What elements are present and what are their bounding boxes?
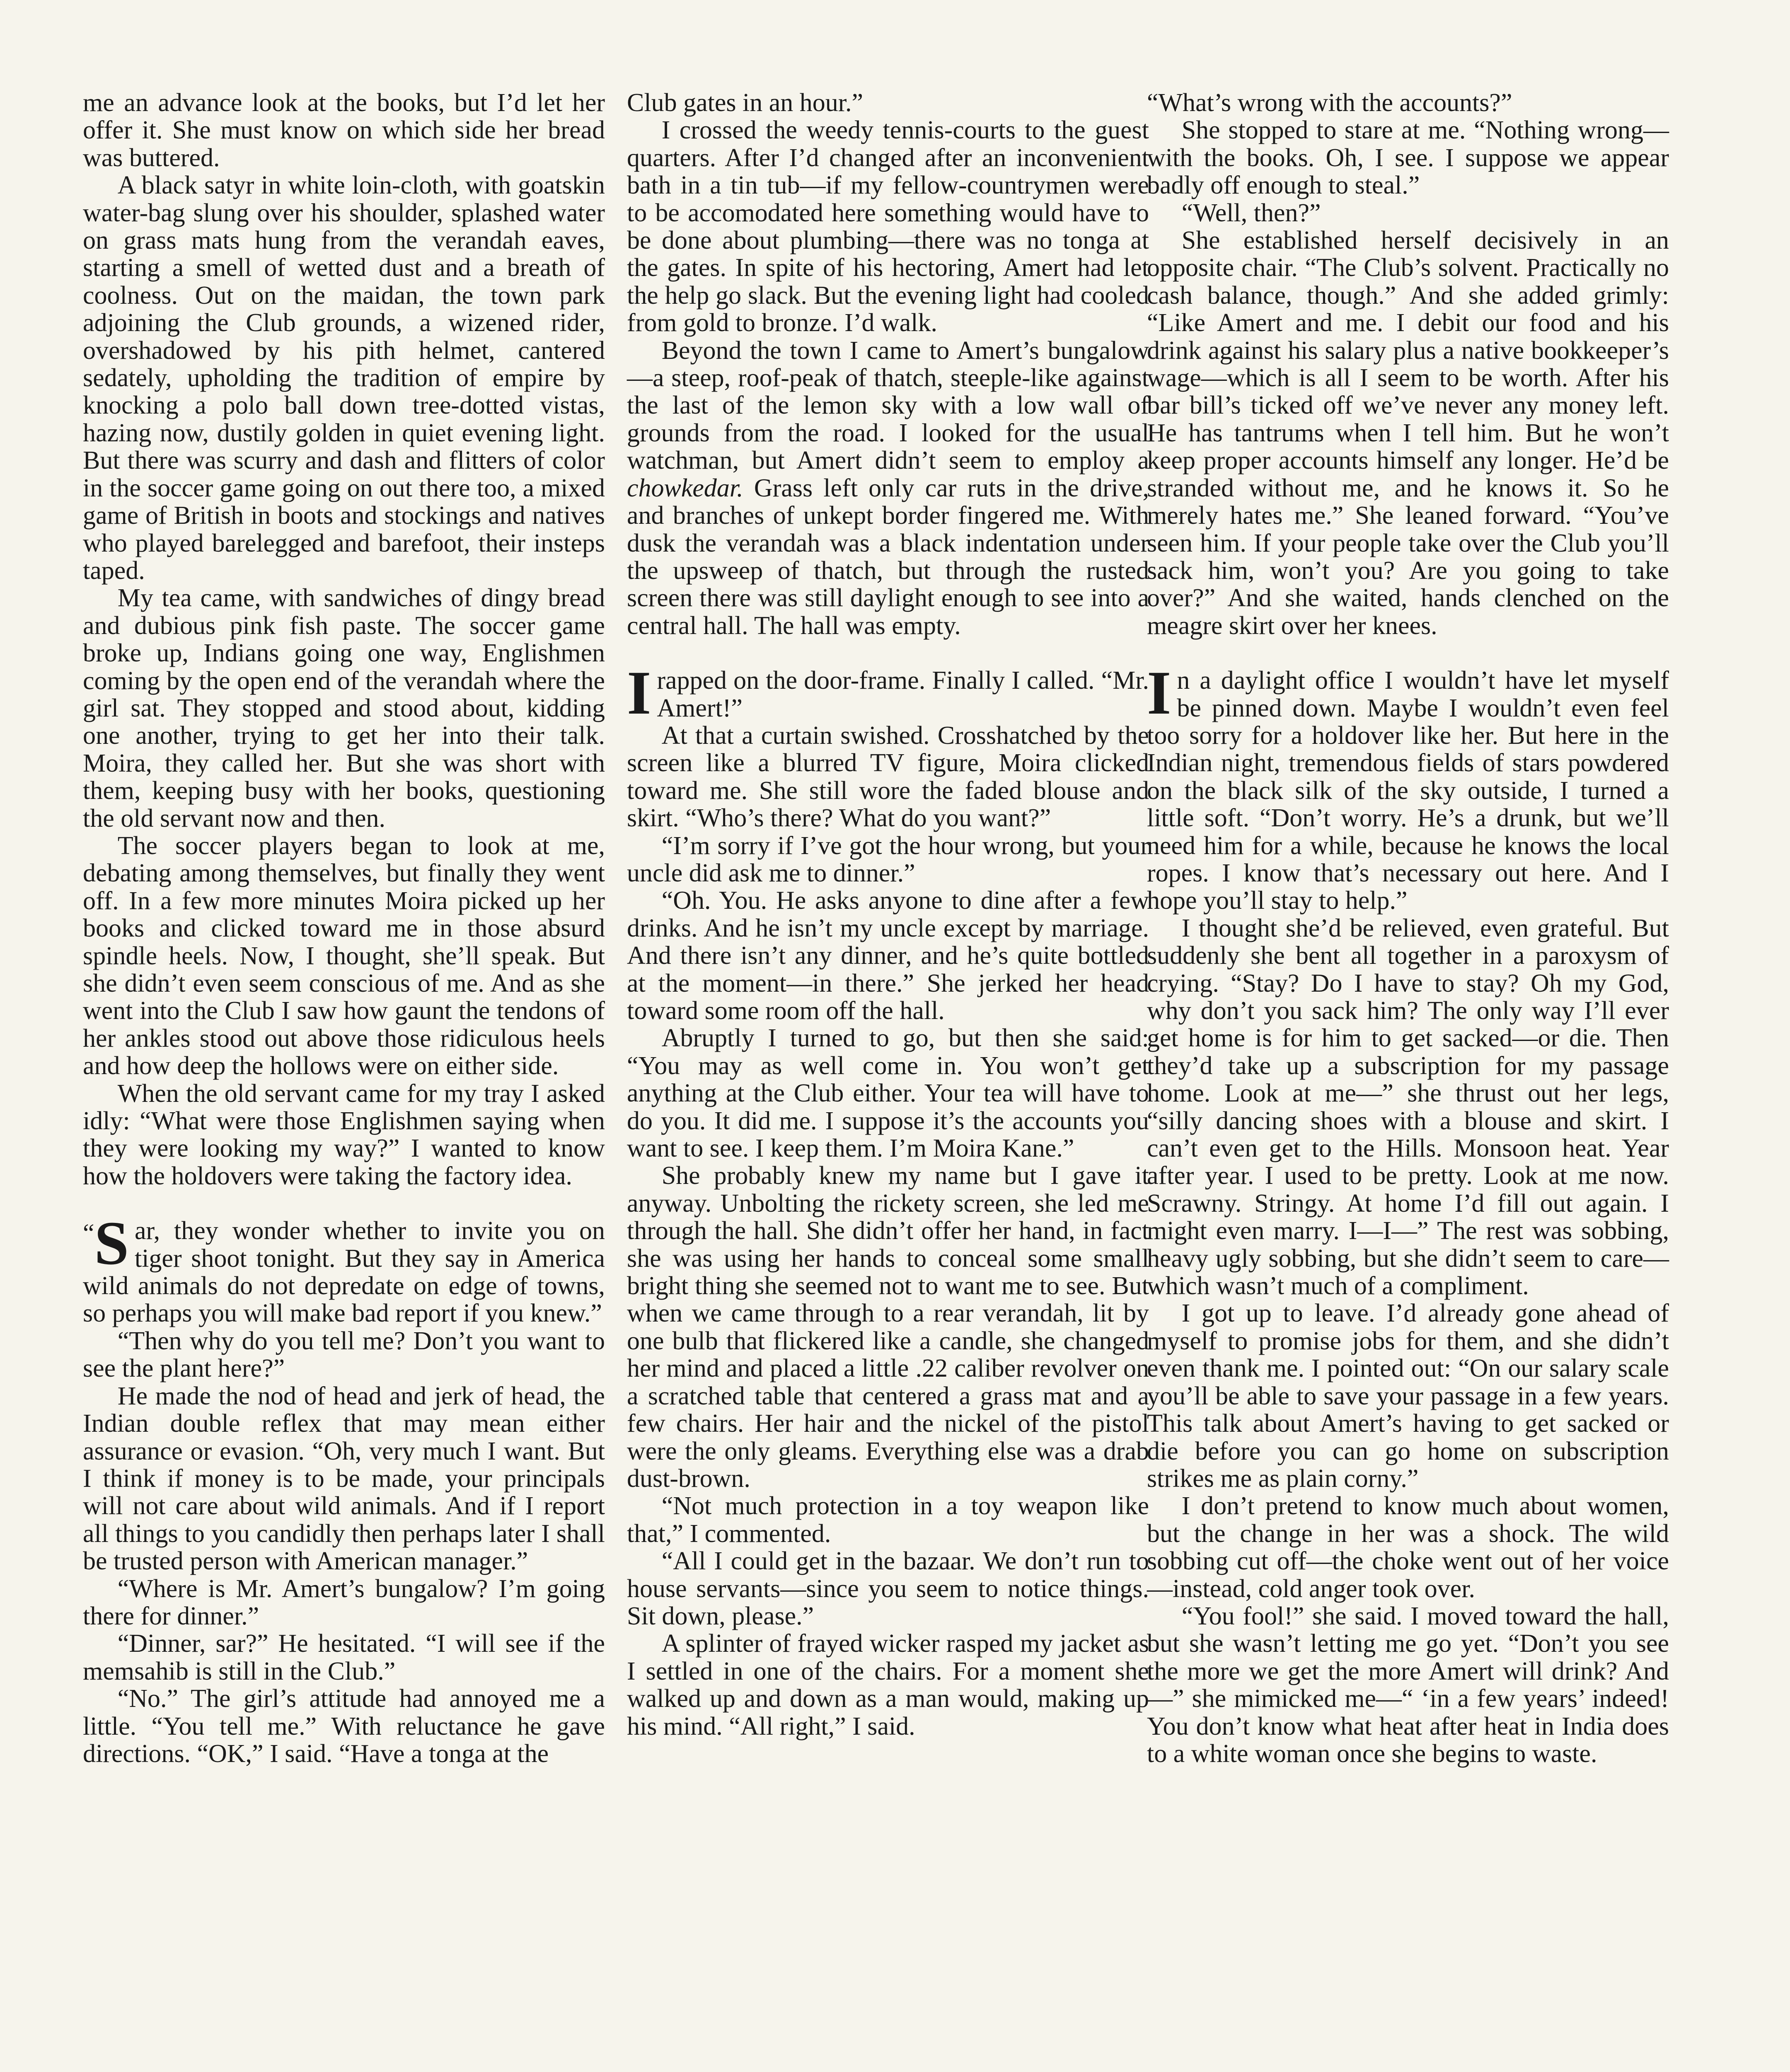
paragraph: “What’s wrong with the accounts?” (1147, 89, 1512, 117)
paragraph: “Oh. You. He asks anyone to dine after a few drinks. And he isn’t my uncle except by marriage. And there isn’t any dinner, and he’s quite bottled at the moment—in there.” She jerked her head toward some room off the hall. (627, 886, 1149, 1025)
paragraph: I don’t pretend to know much about women, but the change in her was a shock. The wild sobbing cut off—the choke went out of her voice—instead, cold anger took over. (1147, 1492, 1669, 1603)
paragraph-section-start (1147, 658, 1669, 915)
paragraph: I got up to leave. I’d already gone ahead of myself to promise jobs for them, and she didn’t even thank me. I pointed out: “On our salary scale you’ll be able to save your passage in a few years. This talk about Amert’s having to get sacked or die before you can go home on subscription strikes me as plain corny.” (1147, 1299, 1669, 1493)
paragraph: “You fool!” she said. I moved toward the hall, but she wasn’t letting me go yet. “Don’t you see the more we get the more Amert will drink? And—” she mimicked me—“ ‘in a few years’ indeed! You don’t know what heat after heat in India does to a white woman once she begins to waste. (1147, 1602, 1669, 1768)
drop-cap: I (1147, 658, 1171, 728)
paragraph: The soccer players began to look at me, debating among themselves, but finally they went off. In a few more minutes Moira picked up her books and clicked toward me in those absurd spindle heels. Now, I thought, she’ll speak. But she didn’t even seem conscious of me. And as she went into the Club I saw how gaunt the tendons of her ankles stood out above those ridiculous heels and how deep the hollows were on either side. (83, 831, 605, 1080)
paragraph-section-start (627, 658, 1149, 728)
italic-word: chowkedar. (627, 474, 743, 502)
paragraph-text: Beyond the town I came to Amert’s bungalow—a steep, roof-peak of thatch, steeple-like against the last of the lemon sky with a low wall of grounds from the road. I looked for the usual watchman, but Amert didn’t seem to employ a (627, 336, 1149, 475)
text-column-3 (1147, 89, 1669, 1767)
paragraph: me an advance look at the books, but I’d let her offer it. She must know on which side her bread was buttered. (83, 89, 605, 172)
paragraph: She probably knew my name but I gave it anyway. Unbolting the rickety screen, she led me through the hall. She didn’t offer her hand, in fact she was using her hands to conceal some small bright thing she seemed not to want me to see. But when we came through to a rear verandah, lit by one bulb that flickered like a candle, she changed her mind and placed a little .22 caliber revolver on a scratched table that centered a grass mat and a few chairs. Her hair and the nickel of the pistol were the only gleams. Everything else was a drab dust-brown. (627, 1162, 1149, 1493)
paragraph: “Then why do you tell me? Don’t you want to see the plant here?” (83, 1326, 605, 1383)
paragraph-text: n a daylight office I wouldn’t have let myself be pinned down. Maybe I wouldn’t even feel too sorry for a holdover like her. But here in the Indian night, tremendous fields of stars powdered on the black silk of the sky outside, I turned a little soft. “Don’t worry. He’s a drunk, but we’ll need him for a while, because he knows the local ropes. I know that’s necessary out here. And I hope you’ll stay to help.” (1147, 666, 1669, 915)
paragraph: “I’m sorry if I’ve got the hour wrong, but your uncle did ask me to dinner.” (627, 831, 1149, 887)
paragraph: “All I could get in the bazaar. We don’t run to house servants—since you seem to notice things. Sit down, please.” (627, 1547, 1149, 1630)
paragraph: I crossed the weedy tennis-courts to the guest quarters. After I’d changed after an inconvenient bath in a tin tub—if my fellow-countrymen were to be accomodated here something would have to be done about plumbing—there was no tonga at the gates. In spite of his hectoring, Amert had let the help go slack. But the evening light had cooled from gold to bronze. I’d walk. (627, 116, 1149, 337)
paragraph: “Where is Mr. Amert’s bungalow? I’m going there for dinner.” (83, 1574, 605, 1630)
paragraph: My tea came, with sandwiches of dingy bread and dubious pink fish paste. The soccer game broke up, Indians going one way, Englishmen coming by the open end of the verandah where the girl sat. They stopped and stood about, kidding one another, trying to get her into their talk. Moira, they called her. But she was short with them, keeping busy with her books, questioning the old servant now and then. (83, 584, 605, 833)
paragraph-text: rapped on the door-frame. Finally I called. “Mr. Amert!” (657, 666, 1149, 722)
paragraph (627, 337, 1149, 639)
paragraph: A black satyr in white loin-cloth, with goatskin water-bag slung over his shoulder, splashed water on grass mats hung from the verandah eaves, starting a smell of wetted dust and a breath of coolness. Out on the maidan, the town park adjoining the Club grounds, a wizened rider, overshadowed by his pith helmet, cantered sedately, upholding the tradition of empire by knocking a polo ball down tree-dotted vistas, hazing now, dustily golden in quiet evening light. But there was scurry and dash and flitters of color in the soccer game going on out there too, a mixed game of British in boots and stockings and natives who played barelegged and barefoot, their insteps taped. (83, 171, 605, 585)
paragraph: “Dinner, sar?” He hesitated. “I will see if the memsahib is still in the Club.” (83, 1629, 605, 1685)
paragraph: Club gates in an hour.” (627, 89, 863, 117)
paragraph: “Not much protection in a toy weapon like that,” I commented. (627, 1492, 1149, 1548)
drop-cap: I (627, 658, 651, 728)
paragraph: I thought she’d be relieved, even grateful. But suddenly she bent all together in a paroxysm of crying. “Stay? Do I have to stay? Oh my God, why don’t you sack him? The only way I’ll ever get home is for him to get sacked—or die. Then they’d take up a subscription for my passage home. Look at me—” she thrust out her legs, “silly dancing shoes with a blouse and skirt. I can’t even get to the Hills. Monsoon heat. Year after year. I used to be pretty. Look at me now. Scrawny. Stringy. At home I’d fill out again. I might even marry. I—I—” The rest was sobbing, heavy ugly sobbing, but she didn’t seem to care—which wasn’t much of a compliment. (1147, 914, 1669, 1300)
paragraph-section-start (83, 1209, 605, 1328)
paragraph: She stopped to stare at me. “Nothing wrong—with the books. Oh, I see. I suppose we appear badly off enough to steal.” (1147, 116, 1669, 200)
text-column-1 (83, 89, 605, 1767)
opening-quote: “ (83, 1219, 94, 1248)
paragraph: Abruptly I turned to go, but then she said: “You may as well come in. You won’t get anything at the Club either. Your tea will have to do you. It did me. I suppose it’s the accounts you want to see. I keep them. I’m Moira Kane.” (627, 1024, 1149, 1163)
paragraph: At that a curtain swished. Crosshatched by the screen like a blurred TV figure, Moira clicked toward me. She still wore the faded blouse and skirt. “Who’s there? What do you want?” (627, 721, 1149, 833)
paragraph: He made the nod of head and jerk of head, the Indian double reflex that may mean either assurance or evasion. “Oh, very much I want. But I think if money is to be made, your principals will not care about wild animals. And if I report all things to you candidly then perhaps later I shall be trusted person with American manager.” (83, 1382, 605, 1576)
paragraph-text: Grass left only car ruts in the drive, and branches of unkept border fingered me. With dusk the verandah was a black indentation under the upsweep of thatch, but through the rusted screen there was still daylight enough to see into a central hall. The hall was empty. (627, 474, 1149, 640)
drop-cap: S (94, 1209, 129, 1278)
paragraph: A splinter of frayed wicker rasped my jacket as I settled in one of the chairs. For a moment she walked up and down as a man would, making up his mind. “All right,” I said. (627, 1629, 1149, 1740)
paragraph: “No.” The girl’s attitude had annoyed me a little. “You tell me.” With reluctance he gave directions. “OK,” I said. “Have a tonga at the (83, 1685, 605, 1768)
paragraph-text: ar, they wonder whether to invite you on tiger shoot tonight. But they say in America wild animals do not depredate on edge of towns, so perhaps you will make bad report if you knew.” (83, 1217, 605, 1328)
paragraph: She established herself decisively in an opposite chair. “The Club’s solvent. Practically no cash balance, though.” And she added grimly: “Like Amert and me. I debit our food and his drink against his salary plus a native bookkeeper’s wage—which is all I seem to be worth. After his bar bill’s ticked off we’ve never any money left. He has tantrums when I tell him. But he won’t keep proper accounts himself any longer. He’d be stranded without me, and he knows it. So he merely hates me.” She leaned forward. “You’ve seen him. If your people take over the Club you’ll sack him, won’t you? Are you going to take over?” And she waited, hands clenched on the meagre skirt over her knees. (1147, 226, 1669, 640)
text-column-2 (627, 89, 1149, 1740)
paragraph: “Well, then?” (1181, 198, 1321, 227)
paragraph: When the old servant came for my tray I asked idly: “What were those Englishmen saying when they were looking my way?” I wanted to know how the holdovers were taking the factory idea. (83, 1079, 605, 1190)
